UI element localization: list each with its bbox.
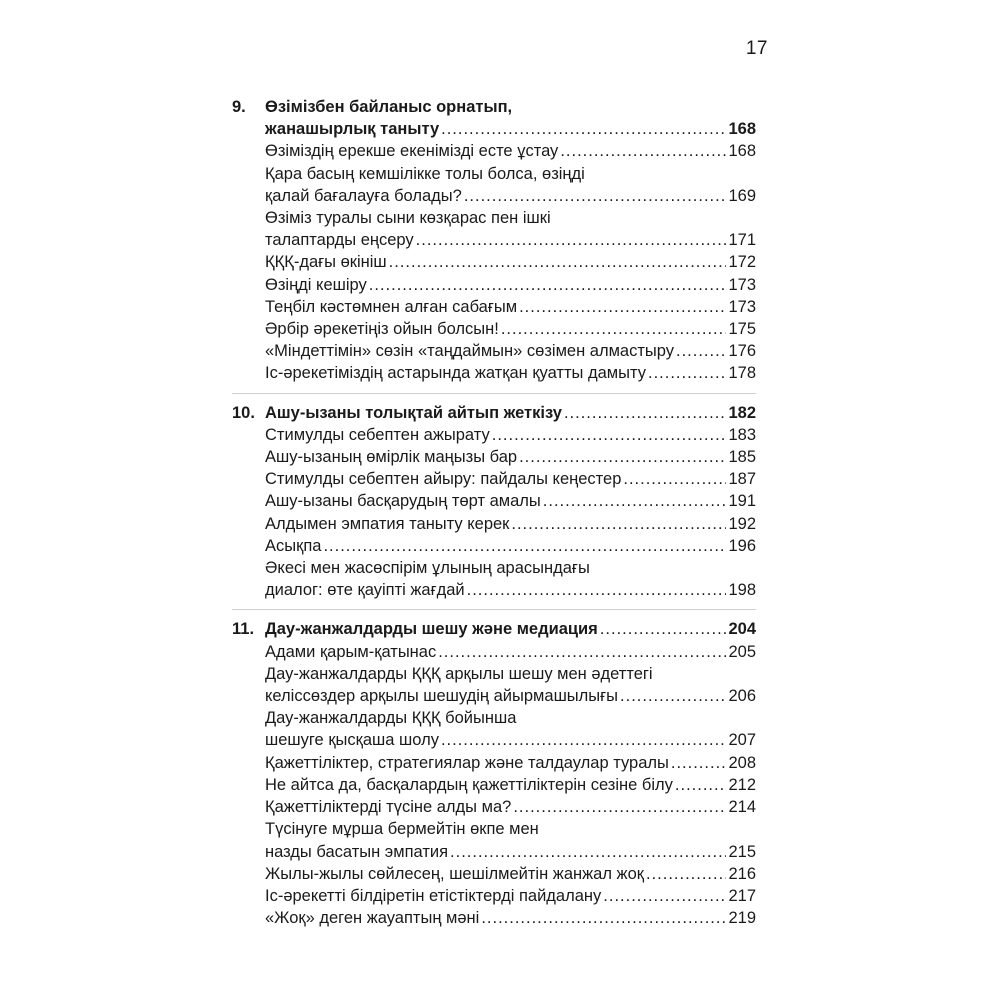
toc-entry (265, 513, 756, 535)
dot-leader (675, 774, 727, 796)
entry-title-line: талаптарды еңсеру (265, 231, 414, 250)
entry-leader-row (265, 752, 756, 774)
entry-title-line: Стимулды себептен ажырату (265, 425, 490, 444)
toc-entry (265, 446, 756, 468)
entry-page-number: 206 (728, 687, 756, 706)
chapter-section (232, 618, 756, 937)
dot-leader (416, 229, 727, 251)
dot-leader (513, 796, 726, 818)
chapter-section (232, 96, 756, 394)
entry-page-number: 217 (728, 886, 756, 905)
dot-leader (564, 402, 727, 424)
entry-page-number: 173 (728, 275, 756, 294)
entry-page-number: 196 (728, 536, 756, 555)
dot-leader (519, 446, 726, 468)
toc-entry (265, 362, 756, 384)
entry-page-number: 178 (728, 364, 756, 383)
entry-page-number: 219 (728, 909, 756, 928)
entry-page-number: 205 (728, 642, 756, 661)
dot-leader (481, 907, 726, 929)
toc-entry (265, 340, 756, 362)
dot-leader (511, 513, 726, 535)
entry-leader-row (265, 140, 756, 162)
entry-leader-row (265, 641, 756, 663)
dot-leader (648, 362, 726, 384)
chapter-heading-body (265, 96, 756, 140)
entry-leader-row (265, 424, 756, 446)
dot-leader (323, 535, 726, 557)
dot-leader (450, 841, 726, 863)
chapter-heading-body (265, 402, 756, 424)
chapter-heading (232, 402, 756, 424)
entry-leader-row (265, 402, 756, 424)
toc-entry (265, 752, 756, 774)
dot-leader (620, 685, 726, 707)
entry-leader-row (265, 685, 756, 707)
entry-leader-row (265, 318, 756, 340)
entry-title-line: Қажеттіліктер, стратегиялар және талдаулар туралы (265, 753, 669, 772)
dot-leader (438, 641, 726, 663)
entry-page-number: 214 (728, 798, 756, 817)
entry-title-line: жанашырлық таныту (265, 120, 440, 139)
toc-entry (265, 274, 756, 296)
toc-entry (265, 907, 756, 929)
toc-entry (265, 535, 756, 557)
entry-title-line: Түсінуге мұрша бермейтін өкпе мен (265, 820, 539, 839)
toc-entry (265, 163, 756, 207)
entry-leader-row (265, 907, 756, 929)
entry-title-line: Өзіміз туралы сыни көзқарас пен ішкі (265, 209, 551, 228)
entry-title-line: Адами қарым-қатынас (265, 642, 437, 661)
toc-entry (265, 557, 756, 601)
chapter-heading (232, 96, 756, 140)
entry-page-number: 192 (728, 514, 756, 533)
entry-page-number: 169 (728, 186, 756, 205)
entry-leader-row (265, 340, 756, 362)
entry-title-line: Асықпа (265, 536, 322, 555)
chapter-number: 11. (232, 620, 255, 639)
entry-leader-row (265, 774, 756, 796)
dot-leader (603, 885, 726, 907)
entry-title-line: қалай бағалауға болады? (265, 186, 462, 205)
entry-leader-row (265, 618, 756, 640)
dot-leader (441, 729, 727, 751)
entry-leader-row (265, 185, 756, 207)
toc-entry (265, 641, 756, 663)
entry-title-line: Әкесі мен жасөспірім ұлының арасындағы (265, 559, 590, 578)
page-number: 17 (745, 38, 768, 59)
entry-leader-row (265, 296, 756, 318)
toc-entry (265, 424, 756, 446)
dot-leader (464, 185, 727, 207)
entry-page-number: 212 (728, 775, 756, 794)
entry-title-line: диалог: өте қауіпті жағдай (265, 581, 465, 600)
toc-entry (265, 707, 756, 751)
entry-leader-row (265, 796, 756, 818)
entry-page-number: 216 (728, 864, 756, 883)
dot-leader (441, 118, 726, 140)
toc-entry (265, 140, 756, 162)
dot-leader (646, 863, 726, 885)
entry-title-line: Стимулды себептен айыру: пайдалы кеңестер (265, 470, 622, 489)
entry-leader-row (265, 535, 756, 557)
toc-entry (265, 296, 756, 318)
chapter-heading-body (265, 618, 756, 640)
entry-title-line: назды басатын эмпатия (265, 842, 449, 861)
entry-page-number: 204 (728, 620, 756, 639)
entry-page-number: 215 (728, 842, 756, 861)
chapter-section (232, 402, 756, 611)
dot-leader (389, 251, 727, 273)
entry-title-line: «Міндеттімін» сөзін «таңдаймын» сөзімен алмастыру (265, 342, 675, 361)
entry-title-line: Іс-әрекетіміздің астарында жатқан қуатты дамыту (265, 364, 646, 383)
entry-page-number: 191 (728, 492, 756, 511)
toc-entry (265, 774, 756, 796)
entry-title-line: Әрбір әрекетіңіз ойын болсын! (265, 320, 499, 339)
toc-entry (265, 318, 756, 340)
entry-leader-row (265, 841, 756, 863)
dot-leader (492, 424, 727, 446)
entry-page-number: 168 (728, 142, 756, 161)
entry-title-line: Жылы-жылы сөйлесең, шешілмейтін жанжал жоқ (265, 864, 644, 883)
entry-title-line: Өзімізбен байланыс орнатып, (265, 98, 513, 116)
chapter-number: 9. (232, 98, 246, 116)
entry-title-line: Ашу-ызаның өмірлік маңызы бар (265, 448, 518, 467)
toc-entry (265, 663, 756, 707)
entry-leader-row (265, 362, 756, 384)
toc-entry (265, 251, 756, 273)
entry-leader-row (265, 729, 756, 751)
entry-leader-row (265, 446, 756, 468)
entry-title-line: Қара басың кемшілікке толы болса, өзіңді (265, 164, 585, 183)
entry-title-line: Алдымен эмпатия таныту керек (265, 514, 510, 533)
entry-leader-row (265, 251, 756, 273)
entry-page-number: 185 (728, 448, 756, 467)
entry-title-line: Өзіміздің ерекше екенімізді есте ұстау (265, 142, 559, 161)
dot-leader (600, 618, 727, 640)
dot-leader (501, 318, 727, 340)
dot-leader (623, 468, 726, 490)
entry-title-line: Дау-жанжалдарды шешу және медиация (265, 620, 598, 639)
entry-title-line: Қажеттіліктерді түсіне алды ма? (265, 798, 512, 817)
entry-page-number: 187 (728, 470, 756, 489)
table-of-contents (232, 96, 756, 945)
entry-leader-row (265, 118, 756, 140)
entry-page-number: 207 (728, 731, 756, 750)
dot-leader (467, 579, 727, 601)
entry-leader-row (265, 274, 756, 296)
entry-page-number: 208 (728, 753, 756, 772)
entry-title-line: Дау-жанжалдарды ҚҚҚ бойынша (265, 709, 517, 728)
toc-entry (265, 468, 756, 490)
entry-title-line: Ашу-ызаны басқарудың төрт амалы (265, 492, 541, 511)
entry-title-line: Не айтса да, басқалардың қажеттіліктерін сезіне білу (265, 775, 673, 794)
entry-leader-row (265, 863, 756, 885)
toc-entry (265, 863, 756, 885)
chapter-number: 10. (232, 403, 255, 422)
dot-leader (369, 274, 727, 296)
entry-title-line: Өзіңді кешіру (265, 275, 367, 294)
entry-title-line: келіссөздер арқылы шешудің айырмашылығы (265, 687, 619, 706)
dot-leader (560, 140, 726, 162)
toc-entry (265, 885, 756, 907)
entry-title-line: «Жоқ» деген жауаптың мәні (265, 909, 480, 928)
entry-title-line: Теңбіл кәстөмнен алған сабағым (265, 297, 518, 316)
entry-leader-row (265, 468, 756, 490)
entry-leader-row (265, 885, 756, 907)
dot-leader (676, 340, 726, 362)
entry-title-line: ҚҚҚ-дағы өкініш (265, 253, 387, 272)
entry-title-line: Іс-әрекетті білдіретін етістіктерді пайдалану (265, 886, 602, 905)
entry-page-number: 173 (728, 297, 756, 316)
toc-entry (265, 796, 756, 818)
entry-page-number: 198 (728, 581, 756, 600)
entry-leader-row (265, 490, 756, 512)
entry-title-line: Дау-жанжалдарды ҚҚҚ арқылы шешу мен әдеттегі (265, 664, 653, 683)
entry-leader-row (265, 229, 756, 251)
entry-page-number: 183 (728, 425, 756, 444)
toc-entry (265, 207, 756, 251)
entry-leader-row (265, 579, 756, 601)
chapter-heading (232, 618, 756, 640)
entry-page-number: 172 (728, 253, 756, 272)
entry-page-number: 175 (728, 320, 756, 339)
toc-entry (265, 490, 756, 512)
dot-leader (519, 296, 726, 318)
entry-title-line: шешуге қысқаша шолу (265, 731, 439, 750)
toc-entry (265, 818, 756, 862)
entry-page-number: 182 (728, 403, 756, 422)
entry-page-number: 171 (728, 231, 756, 250)
entry-page-number: 168 (728, 120, 756, 139)
entry-title-line: Ашу-ызаны толықтай айтып жеткізу (265, 403, 562, 422)
entry-page-number: 176 (728, 342, 756, 361)
entry-leader-row (265, 513, 756, 535)
dot-leader (543, 490, 727, 512)
dot-leader (671, 752, 727, 774)
